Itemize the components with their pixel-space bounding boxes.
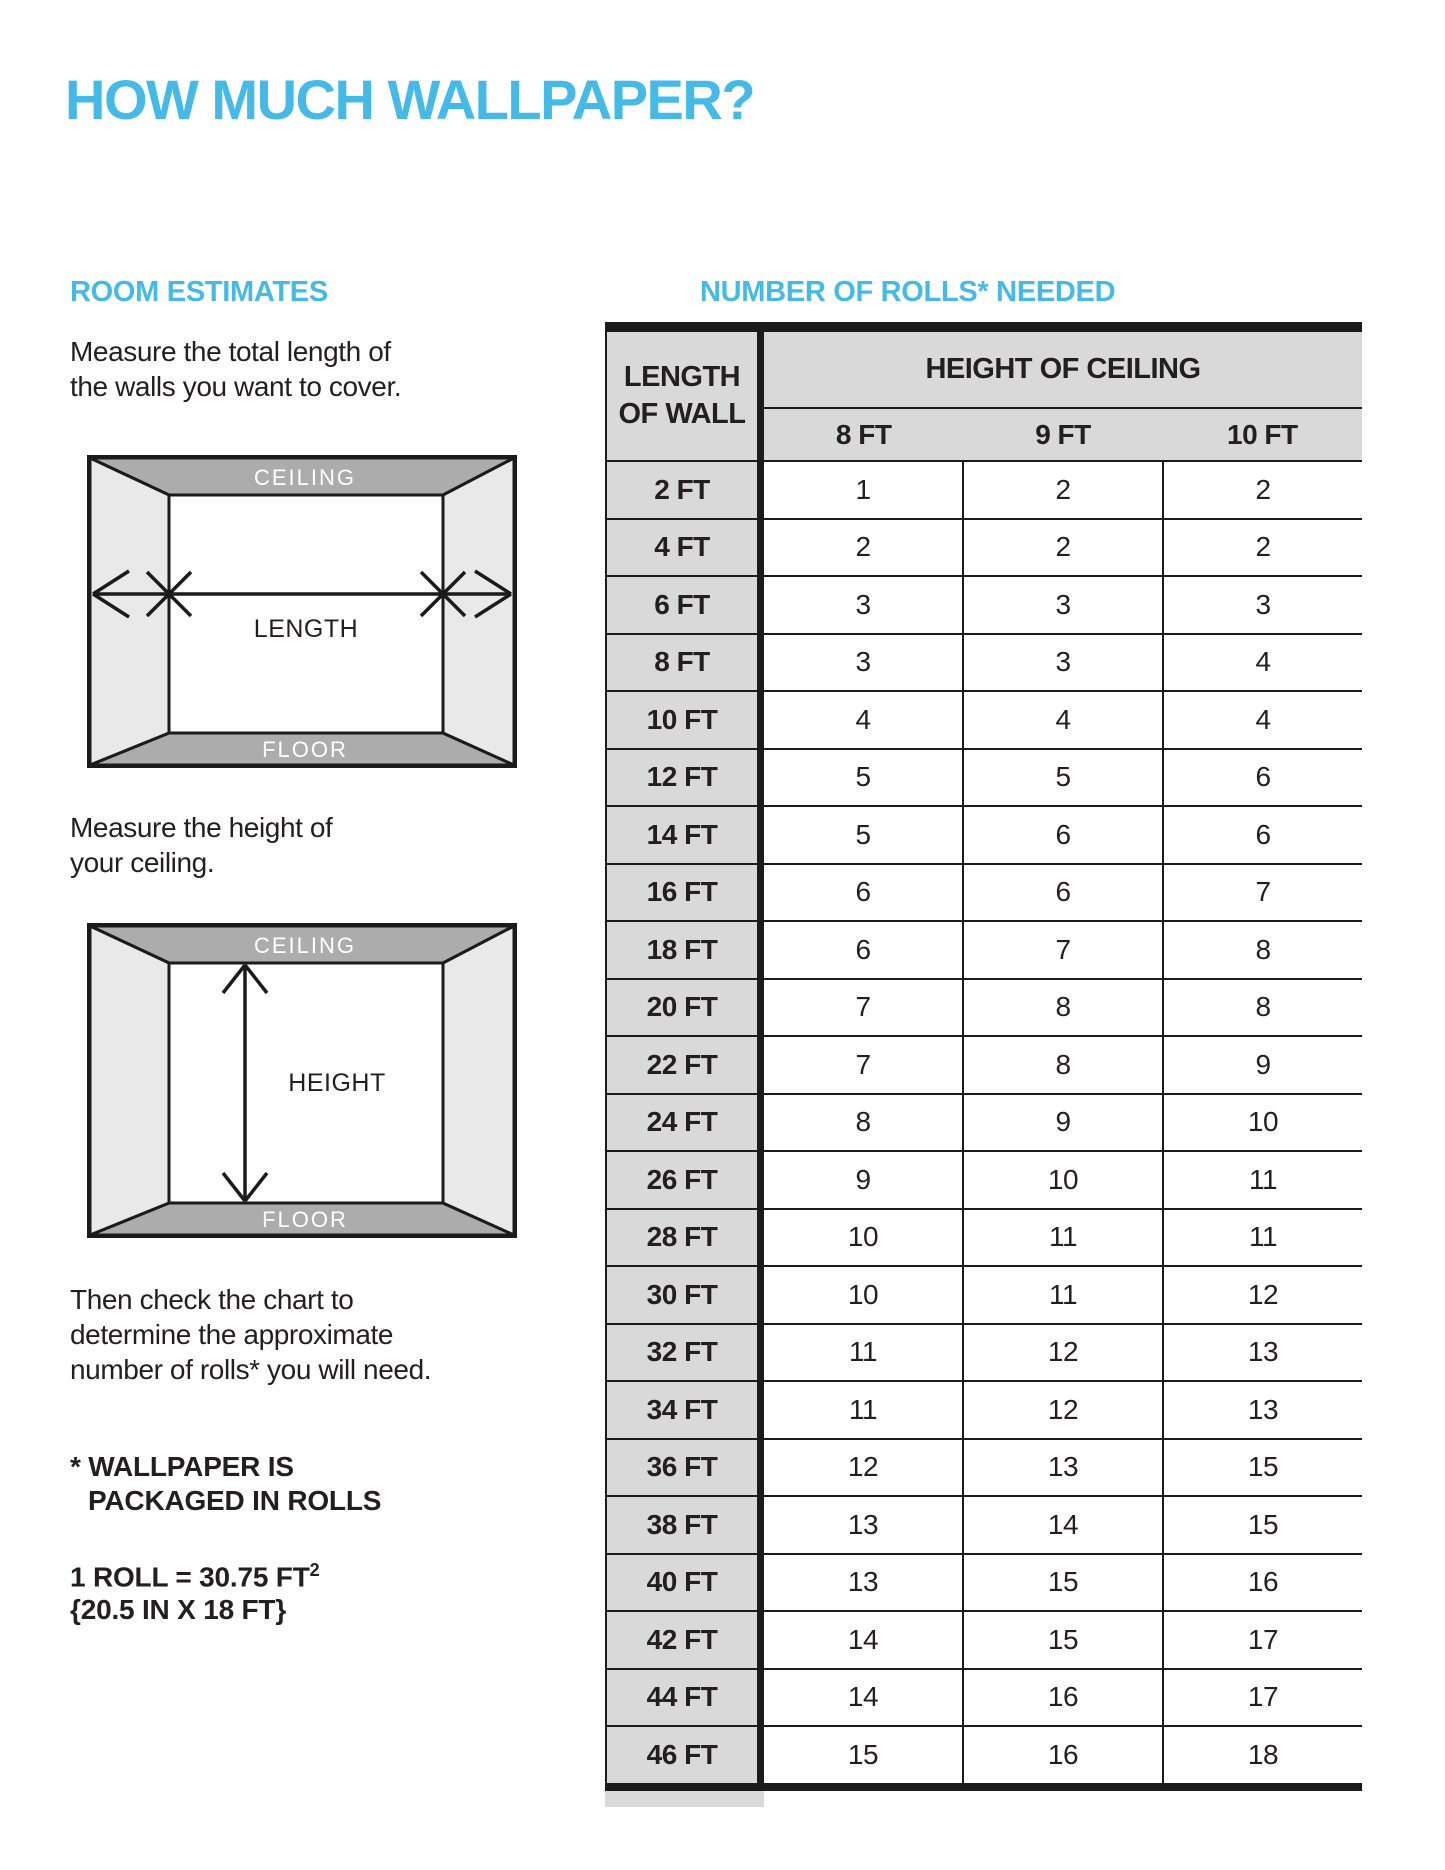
label-floor: FLOOR xyxy=(262,1207,348,1232)
table-row xyxy=(605,633,1362,691)
table-row xyxy=(605,1380,1362,1438)
column-divider xyxy=(757,1727,764,1783)
row-header-length-of-wall xyxy=(605,332,757,460)
cell-value: 12 xyxy=(1162,1267,1362,1323)
cell-value: 15 xyxy=(962,1612,1162,1668)
cell-value: 13 xyxy=(1162,1382,1362,1438)
row-label: 44 FT xyxy=(605,1670,757,1726)
table-row xyxy=(605,1208,1362,1266)
cell-value: 11 xyxy=(962,1267,1162,1323)
cell-value: 2 xyxy=(962,462,1162,518)
superscript-2: 2 xyxy=(309,1560,320,1580)
ceiling-header-group xyxy=(764,332,1362,460)
note-line: PACKAGED IN ROLLS xyxy=(88,1485,382,1516)
instruction-line: Then check the chart to xyxy=(70,1284,354,1315)
cell-value: 5 xyxy=(764,750,962,806)
cell-value: 6 xyxy=(962,865,1162,921)
column-divider xyxy=(757,1325,764,1381)
table-footer-stub xyxy=(605,1791,764,1807)
ceiling-height-column-header: 9 FT xyxy=(1035,418,1091,450)
column-divider xyxy=(757,332,764,460)
table-row xyxy=(605,1725,1362,1783)
row-label: 28 FT xyxy=(605,1210,757,1266)
room-diagram-height xyxy=(87,923,517,1238)
column-divider xyxy=(757,462,764,518)
row-label: 16 FT xyxy=(605,865,757,921)
cell-value: 11 xyxy=(764,1325,962,1381)
roll-dimensions-line: {20.5 IN X 18 FT} xyxy=(70,1594,287,1626)
cell-value: 2 xyxy=(1162,462,1362,518)
column-divider xyxy=(757,750,764,806)
cell-value: 3 xyxy=(962,577,1162,633)
cell-value: 12 xyxy=(962,1382,1162,1438)
cell-value: 8 xyxy=(1162,922,1362,978)
cell-value: 11 xyxy=(962,1210,1162,1266)
label-ceiling: CEILING xyxy=(253,933,357,958)
cell-value: 4 xyxy=(764,692,962,748)
table-row xyxy=(605,1265,1362,1323)
column-divider xyxy=(757,1210,764,1266)
label-floor: FLOOR xyxy=(262,737,348,762)
cell-value: 15 xyxy=(764,1727,962,1783)
row-label: 14 FT xyxy=(605,807,757,863)
table-row xyxy=(605,1553,1362,1611)
column-divider xyxy=(757,692,764,748)
cell-value: 16 xyxy=(962,1727,1162,1783)
ceiling-height-subheader-row xyxy=(764,409,1362,460)
row-label: 4 FT xyxy=(605,520,757,576)
row-label: 40 FT xyxy=(605,1555,757,1611)
table-row xyxy=(605,518,1362,576)
table-row xyxy=(605,1035,1362,1093)
column-divider xyxy=(757,1612,764,1668)
table-row xyxy=(605,978,1362,1036)
table-row xyxy=(605,1150,1362,1208)
table-header xyxy=(605,332,1362,460)
row-header-line: OF WALL xyxy=(618,398,746,430)
table-row xyxy=(605,920,1362,978)
cell-value: 7 xyxy=(1162,865,1362,921)
cell-value: 9 xyxy=(962,1095,1162,1151)
row-label: 24 FT xyxy=(605,1095,757,1151)
cell-value: 15 xyxy=(1162,1497,1362,1553)
cell-value: 11 xyxy=(764,1382,962,1438)
column-divider xyxy=(757,1267,764,1323)
row-label: 38 FT xyxy=(605,1497,757,1553)
roll-spec xyxy=(70,1554,319,1626)
cell-value: 1 xyxy=(764,462,962,518)
column-divider xyxy=(757,1382,764,1438)
cell-value: 3 xyxy=(764,577,962,633)
table-heading: NUMBER OF ROLLS* NEEDED xyxy=(700,276,1116,308)
table-body xyxy=(605,460,1362,1783)
row-label: 46 FT xyxy=(605,1727,757,1783)
cell-value: 10 xyxy=(764,1267,962,1323)
row-label: 8 FT xyxy=(605,635,757,691)
left-wall xyxy=(90,926,169,1235)
column-divider xyxy=(757,1152,764,1208)
cell-value: 12 xyxy=(764,1440,962,1496)
cell-value: 14 xyxy=(962,1497,1162,1553)
cell-value: 3 xyxy=(962,635,1162,691)
ceiling-height-column-header: 10 FT xyxy=(1227,418,1298,450)
cell-value: 6 xyxy=(962,807,1162,863)
cell-value: 15 xyxy=(962,1555,1162,1611)
left-wall xyxy=(90,458,169,765)
cell-value: 10 xyxy=(764,1210,962,1266)
table-row xyxy=(605,575,1362,633)
page-title: HOW MUCH WALLPAPER? xyxy=(65,68,755,131)
cell-value: 3 xyxy=(764,635,962,691)
row-label: 22 FT xyxy=(605,1037,757,1093)
cell-value: 16 xyxy=(1162,1555,1362,1611)
instruction-line: your ceiling. xyxy=(70,847,215,878)
row-label: 6 FT xyxy=(605,577,757,633)
table-row xyxy=(605,1093,1362,1151)
table-row xyxy=(605,690,1362,748)
column-divider xyxy=(757,807,764,863)
row-label: 2 FT xyxy=(605,462,757,518)
label-length: LENGTH xyxy=(253,615,359,643)
row-label: 36 FT xyxy=(605,1440,757,1496)
cell-value: 16 xyxy=(962,1670,1162,1726)
cell-value: 17 xyxy=(1162,1612,1362,1668)
row-label: 12 FT xyxy=(605,750,757,806)
roll-size-line: 1 ROLL = 30.75 $FT^2$ xyxy=(70,1560,320,1593)
back-wall xyxy=(169,495,443,733)
note-packaged-in-rolls xyxy=(70,1450,381,1518)
row-label: 34 FT xyxy=(605,1382,757,1438)
instruction-line: number of rolls* you will need. xyxy=(70,1354,432,1385)
column-divider xyxy=(757,577,764,633)
cell-value: 14 xyxy=(764,1612,962,1668)
cell-value: 2 xyxy=(962,520,1162,576)
table-row xyxy=(605,1668,1362,1726)
cell-value: 12 xyxy=(962,1325,1162,1381)
cell-value: 8 xyxy=(962,980,1162,1036)
cell-value: 11 xyxy=(1162,1210,1362,1266)
cell-value: 17 xyxy=(1162,1670,1362,1726)
instruction-line: determine the approximate xyxy=(70,1319,394,1350)
row-label: 20 FT xyxy=(605,980,757,1036)
cell-value: 5 xyxy=(962,750,1162,806)
cell-value: 11 xyxy=(1162,1152,1362,1208)
cell-value: 13 xyxy=(764,1497,962,1553)
ceiling-height-column-header: 8 FT xyxy=(835,418,892,450)
instruction-step-2 xyxy=(70,810,332,880)
table-top-border xyxy=(605,322,1362,332)
cell-value: 13 xyxy=(764,1555,962,1611)
instruction-line: Measure the height of xyxy=(70,812,333,843)
cell-value: 8 xyxy=(962,1037,1162,1093)
table-row xyxy=(605,1495,1362,1553)
cell-value: 4 xyxy=(1162,692,1362,748)
table-row xyxy=(605,748,1362,806)
column-divider xyxy=(757,980,764,1036)
instruction-line: the walls you want to cover. xyxy=(70,371,402,402)
table-row xyxy=(605,460,1362,518)
right-wall xyxy=(443,458,514,765)
cell-value: 4 xyxy=(962,692,1162,748)
table-bottom-border xyxy=(605,1783,1362,1791)
column-divider xyxy=(757,1670,764,1726)
rolls-table xyxy=(605,322,1362,1807)
column-divider xyxy=(757,1555,764,1611)
table-row xyxy=(605,1610,1362,1668)
cell-value: 8 xyxy=(764,1095,962,1151)
column-divider xyxy=(757,865,764,921)
room-diagram-length xyxy=(87,455,517,768)
cell-value: 13 xyxy=(1162,1325,1362,1381)
cell-value: 8 xyxy=(1162,980,1362,1036)
cell-value: 5 xyxy=(764,807,962,863)
cell-value: 6 xyxy=(764,922,962,978)
table-row xyxy=(605,863,1362,921)
cell-value: 18 xyxy=(1162,1727,1362,1783)
right-wall xyxy=(443,926,514,1235)
label-ceiling: CEILING xyxy=(253,465,357,490)
instruction-line: Measure the total length of xyxy=(70,336,391,367)
row-header-line: LENGTH xyxy=(623,361,741,393)
instruction-step-1 xyxy=(70,334,401,404)
note-line: * WALLPAPER IS xyxy=(70,1451,294,1482)
row-label: 32 FT xyxy=(605,1325,757,1381)
cell-value: 6 xyxy=(764,865,962,921)
column-divider xyxy=(757,1037,764,1093)
column-divider xyxy=(757,922,764,978)
column-divider xyxy=(757,1497,764,1553)
cell-value: 2 xyxy=(764,520,962,576)
cell-value: 10 xyxy=(1162,1095,1362,1151)
cell-value: 3 xyxy=(1162,577,1362,633)
cell-value: 9 xyxy=(1162,1037,1362,1093)
cell-value: 4 xyxy=(1162,635,1362,691)
row-label: 26 FT xyxy=(605,1152,757,1208)
row-label: 42 FT xyxy=(605,1612,757,1668)
row-label: 10 FT xyxy=(605,692,757,748)
cell-value: 7 xyxy=(764,1037,962,1093)
cell-value: 7 xyxy=(962,922,1162,978)
column-divider xyxy=(757,520,764,576)
cell-value: 6 xyxy=(1162,750,1362,806)
table-row xyxy=(605,1323,1362,1381)
cell-value: 6 xyxy=(1162,807,1362,863)
cell-value: 9 xyxy=(764,1152,962,1208)
table-row xyxy=(605,1438,1362,1496)
column-group-header: HEIGHT OF CEILING xyxy=(764,332,1362,409)
cell-value: 13 xyxy=(962,1440,1162,1496)
column-divider xyxy=(757,1095,764,1151)
cell-value: 10 xyxy=(962,1152,1162,1208)
row-label: 30 FT xyxy=(605,1267,757,1323)
column-divider xyxy=(757,635,764,691)
section-heading-room-estimates: ROOM ESTIMATES xyxy=(70,276,328,308)
instruction-step-3 xyxy=(70,1282,431,1387)
cell-value: 2 xyxy=(1162,520,1362,576)
column-divider xyxy=(757,1440,764,1496)
row-label: 18 FT xyxy=(605,922,757,978)
cell-value: 14 xyxy=(764,1670,962,1726)
label-height: HEIGHT xyxy=(288,1069,386,1097)
table-row xyxy=(605,805,1362,863)
cell-value: 15 xyxy=(1162,1440,1362,1496)
cell-value: 7 xyxy=(764,980,962,1036)
